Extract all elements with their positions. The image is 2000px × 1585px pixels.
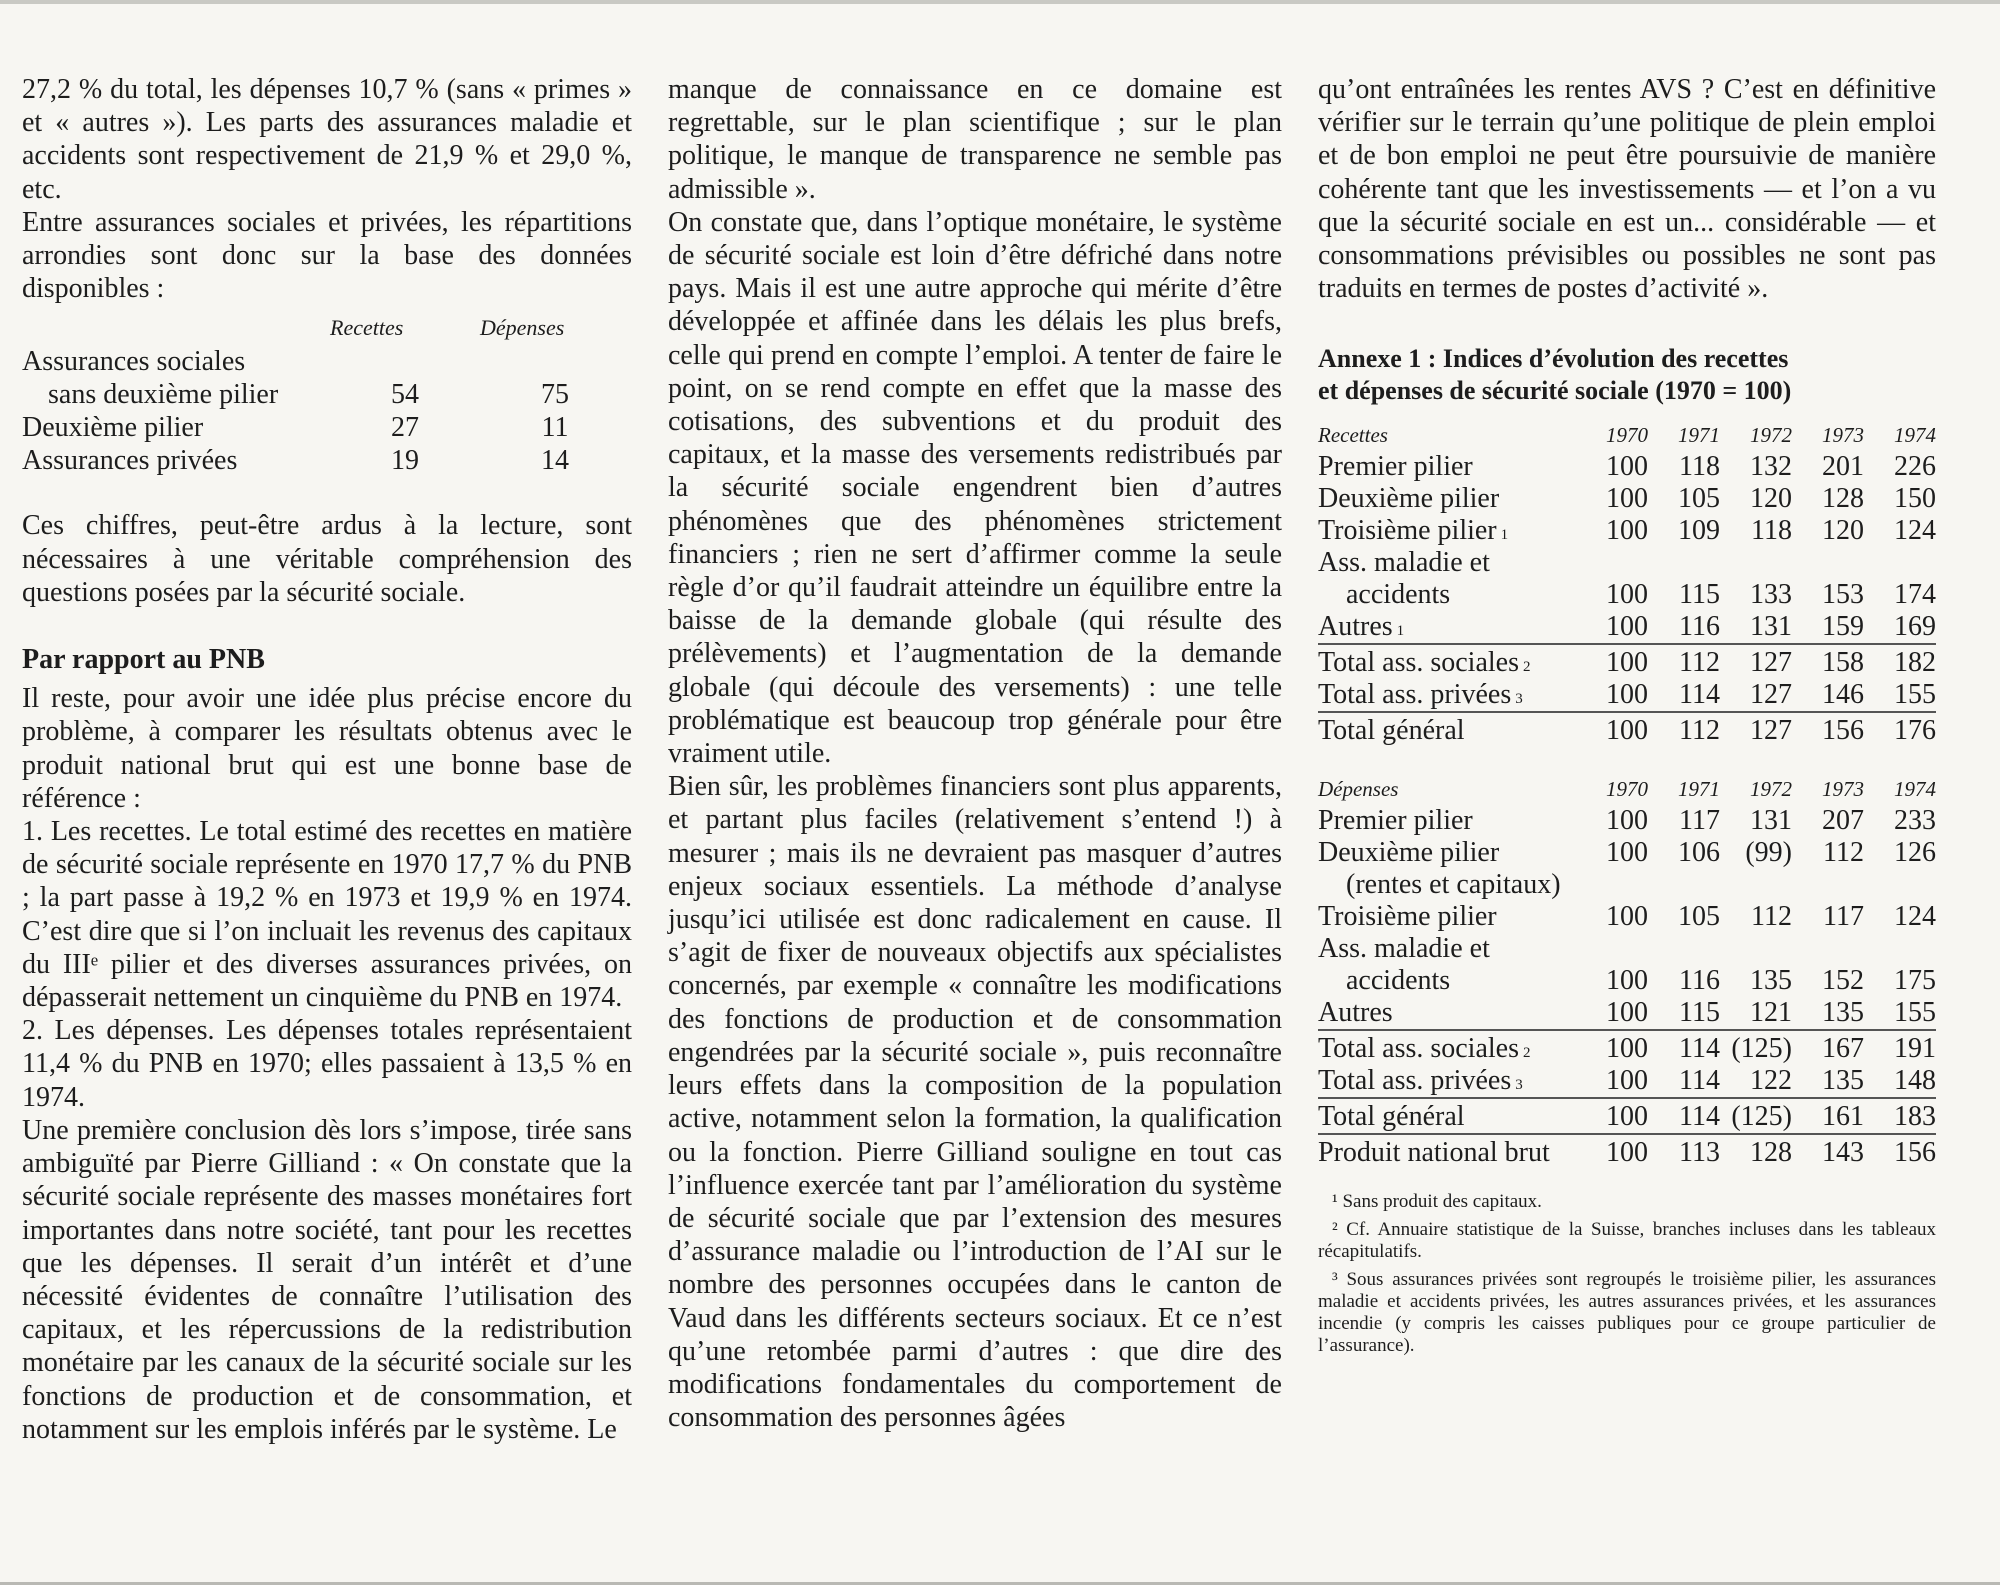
year-header: 1973 xyxy=(1822,777,1864,802)
table-cell: 131 xyxy=(1750,805,1792,837)
footnotes xyxy=(1318,1191,1936,1357)
table-row xyxy=(1318,1065,1936,1098)
year-header: 1970 xyxy=(1606,423,1648,448)
row-label: Ass. maladie et xyxy=(1318,933,1490,965)
table-cell: 167 xyxy=(1792,1030,1864,1065)
table-cell: 176 xyxy=(1864,712,1936,747)
table-cell: 131 xyxy=(1750,611,1792,643)
table-cell: 100 xyxy=(1606,483,1648,515)
footnote-ref: 3 xyxy=(1515,691,1523,708)
table-cell: 159 xyxy=(1822,611,1864,643)
table-row: Deuxième pilier 27 11 xyxy=(22,412,569,444)
table-row xyxy=(1318,579,1936,611)
table-row xyxy=(1318,997,1936,1030)
footnote-ref: 2 xyxy=(1523,1045,1531,1062)
table-row xyxy=(1318,837,1936,869)
column-1 xyxy=(22,73,632,1446)
table-cell: (99) xyxy=(1745,837,1792,869)
row-label: accidents xyxy=(1346,579,1451,611)
table-cell: 112 xyxy=(1823,837,1864,869)
table-cell: 174 xyxy=(1894,579,1936,611)
table-row: sans deuxième pilier 54 75 xyxy=(48,378,569,410)
table-cell: 100 xyxy=(1576,1134,1648,1169)
table-cell xyxy=(1792,933,1864,965)
table-cell xyxy=(1864,547,1936,579)
table-cell: 132 xyxy=(1750,451,1792,483)
table-cell: 100 xyxy=(1576,644,1648,679)
year-header: 1974 xyxy=(1894,777,1936,802)
footnote-ref: 3 xyxy=(1515,1077,1523,1094)
table-cell: (125) xyxy=(1720,1098,1792,1134)
row-label: Premier pilier xyxy=(1318,451,1473,483)
table-row xyxy=(1318,515,1936,547)
table-cell xyxy=(1792,547,1864,579)
table-cell: 152 xyxy=(1822,965,1864,997)
row-label: Deuxième pilier xyxy=(1318,837,1500,869)
table-cell: 100 xyxy=(1576,712,1648,747)
table-cell: 155 xyxy=(1894,997,1936,1029)
year-header: 1971 xyxy=(1678,777,1720,802)
table-cell: 114 xyxy=(1679,1065,1720,1097)
paragraph: qu’ont entraînées les rentes AVS ? C’est en définitive vérifier sur le terrain qu’une politique de plein emploi et de bon emploi ne peut être poursuivie de manière cohérente tant que les investissements — et l’on a vu que la sécurité sociale en est un... considérable — et consommations prévisibles ou possibles ne sont pas traduits en termes de postes d’activité ». xyxy=(1318,74,1936,305)
table-cell: 100 xyxy=(1606,997,1648,1029)
table-cell xyxy=(1648,547,1720,579)
table-cell: 106 xyxy=(1678,837,1720,869)
footnote: ¹ Sans produit des capitaux. xyxy=(1332,1191,1542,1213)
table-cell: 135 xyxy=(1750,965,1792,997)
footnote-ref: 1 xyxy=(1500,527,1509,544)
table-cell xyxy=(1648,933,1720,965)
table-row xyxy=(1318,644,1936,679)
table-cell: 126 xyxy=(1894,837,1936,869)
table-cell: 114 xyxy=(1648,1098,1720,1134)
table-cell: 124 xyxy=(1894,515,1936,547)
table-cell: 191 xyxy=(1864,1030,1936,1065)
row-label: Troisième pilier xyxy=(1318,901,1497,933)
section-heading: Par rapport au PNB xyxy=(22,644,265,676)
table-cell: 158 xyxy=(1792,644,1864,679)
table-cell: 117 xyxy=(1823,901,1864,933)
table-row xyxy=(1318,1098,1936,1134)
table-row xyxy=(1318,679,1936,712)
year-header: 1971 xyxy=(1678,423,1720,448)
table-row xyxy=(1318,611,1936,644)
table-cell: 150 xyxy=(1894,483,1936,515)
table-cell: 161 xyxy=(1792,1098,1864,1134)
row-label: Premier pilier xyxy=(1318,805,1473,837)
table-cell: 122 xyxy=(1750,1065,1792,1097)
table-cell: 118 xyxy=(1679,451,1720,483)
table-cell: 153 xyxy=(1822,579,1864,611)
table-cell: 100 xyxy=(1606,1065,1648,1097)
column-3 xyxy=(1318,73,1936,1363)
table-cell: 100 xyxy=(1576,1098,1648,1134)
footnote-ref: 1 xyxy=(1396,623,1405,640)
table-cell: 116 xyxy=(1679,611,1720,643)
table-cell: 133 xyxy=(1750,579,1792,611)
table-row xyxy=(1318,451,1936,483)
table-cell: 120 xyxy=(1822,515,1864,547)
table-row: Assurances privées 19 14 xyxy=(22,445,569,477)
paragraph: Il reste, pour avoir une idée plus précise encore du problème, à comparer les résultats obtenus avec le produit national brut qui est une bonne base de référence : xyxy=(22,683,632,814)
row-label: Total ass. sociales $^2$ xyxy=(1318,1030,1576,1065)
table-cell: 109 xyxy=(1678,515,1720,547)
table-row xyxy=(1318,1030,1936,1065)
table-cell: 116 xyxy=(1679,965,1720,997)
table-row xyxy=(1318,483,1936,515)
depenses-table xyxy=(1318,773,1936,1169)
table-cell: 115 xyxy=(1679,997,1720,1029)
table-cell: 124 xyxy=(1894,901,1936,933)
table-cell: 155 xyxy=(1894,679,1936,711)
table-row xyxy=(1318,869,1936,901)
paragraph: 27,2 % du total, les dépenses 10,7 % (sans « primes » et « autres »). Les parts des assurances maladie et accidents sont respectivement de 21,9 % et 29,0 %, etc. xyxy=(22,74,632,205)
table-cell xyxy=(1576,933,1648,965)
table-cell: 100 xyxy=(1606,579,1648,611)
table-cell: 114 xyxy=(1679,679,1720,711)
recettes-table xyxy=(1318,419,1936,747)
split-header-recettes: Recettes xyxy=(330,315,404,341)
table-row xyxy=(1318,1134,1936,1169)
table-cell xyxy=(1720,933,1792,965)
depenses-header: Dépenses xyxy=(1318,777,1399,802)
table-cell: 120 xyxy=(1750,483,1792,515)
table-cell: 127 xyxy=(1750,679,1792,711)
table-cell: 146 xyxy=(1822,679,1864,711)
table-cell: 128 xyxy=(1822,483,1864,515)
year-header: 1973 xyxy=(1822,423,1864,448)
paragraph: manque de connaissance en ce domaine est regrettable, sur le plan scientifique ; sur le plan politique, le manque de transparence ne semble pas admissible ». xyxy=(668,74,1282,205)
table-cell: 207 xyxy=(1822,805,1864,837)
table-cell: 112 xyxy=(1751,901,1792,933)
paragraph: Une première conclusion dès lors s’impose, tirée sans ambiguïté par Pierre Gilliand : « On constate que la sécurité sociale représente des masses monétaires fort importantes dans notre société, tant pour les recettes que les dépenses. Il serait d’un intérêt et d’une nécessité évidentes de connaître l’utilisation des capitaux, et les répercussions de la redistribution monétaire par les canaux de la sécurité sociale sur les fonctions de production et de consommation, et notamment sur les emplois inférés par le système. Le xyxy=(22,1114,632,1445)
table-row xyxy=(1318,965,1936,997)
row-label: Total ass. sociales $^2$ xyxy=(1318,644,1576,679)
table-cell: 175 xyxy=(1894,965,1936,997)
table-cell: 112 xyxy=(1648,644,1720,679)
table-cell: 148 xyxy=(1894,1065,1936,1097)
paragraph: 2. Les dépenses. Les dépenses totales représentaient 11,4 % du PNB en 1970; elles passaient à 13,5 % en 1974. xyxy=(22,1015,632,1113)
row-label: Deuxième pilier xyxy=(1318,483,1500,515)
table-cell xyxy=(1864,933,1936,965)
table-cell: 135 xyxy=(1822,997,1864,1029)
table-cell: 114 xyxy=(1648,1030,1720,1065)
row-label: Total général xyxy=(1318,712,1576,747)
table-cell: 156 xyxy=(1864,1134,1936,1169)
footnote: ² Cf. Annuaire statistique de la Suisse, branches incluses dans les tableaux récapitulatifs. xyxy=(1318,1219,1936,1263)
top-rule xyxy=(0,0,2000,4)
table-cell: 100 xyxy=(1606,901,1648,933)
table-cell: 127 xyxy=(1720,644,1792,679)
row-label: Total ass. privées $^3$ xyxy=(1318,679,1523,711)
table-cell: 100 xyxy=(1576,1030,1648,1065)
table-cell: 233 xyxy=(1894,805,1936,837)
row-label: Ass. maladie et xyxy=(1318,547,1490,579)
paragraph: Bien sûr, les problèmes financiers sont plus apparents, et partant plus faciles (relativement s’entend !) à mesurer ; mais ils ne devraient pas masquer d’autres enjeux sociaux essentiels. La méthode d’analyse jusqu’ici utilisée est donc radicalement en cause. Il s’agit de fixer de nouveaux objectifs aux spécialistes concernés, par exemple « connaître les modifications des fonctions de production et de consommation engendrées par la sécurité sociale », puis reconnaître leurs effets dans la composition de la population active, notamment selon la formation, la qualification ou la fonction. Pierre Gilliand souligne en tout cas l’influence exercée tant par l’amélioration du système de sécurité sociale que par l’extension des mesures d’assurance maladie ou l’introduction de l’AI sur le nombre des personnes occupées dans le canton de Vaud dans les différents secteurs sociaux. Et ce n’est qu’une retombée parmi d’autres : que dire des modifications fondamentales du comportement de consommation des personnes âgées xyxy=(668,771,1282,1434)
table-cell: 117 xyxy=(1679,805,1720,837)
table-cell: 143 xyxy=(1792,1134,1864,1169)
annex-title: Annexe 1 : Indices d’évolution des recettes et dépenses de sécurité sociale (1970 = 100) xyxy=(1318,344,1792,406)
footnote-ref: 2 xyxy=(1523,659,1531,676)
table-cell: 115 xyxy=(1679,579,1720,611)
table-cell: 100 xyxy=(1606,965,1648,997)
table-row xyxy=(1318,933,1936,965)
paragraph: Entre assurances sociales et privées, les répartitions arrondies sont donc sur la base des données disponibles : xyxy=(22,206,632,305)
table-row xyxy=(1318,901,1936,933)
table-row: Assurances sociales xyxy=(22,345,246,377)
table-row xyxy=(1318,547,1936,579)
table-cell: 182 xyxy=(1864,644,1936,679)
table-cell: 105 xyxy=(1678,901,1720,933)
paragraph: Ces chiffres, peut-être ardus à la lecture, sont nécessaires à une véritable compréhension des questions posées par la sécurité sociale. xyxy=(22,510,632,608)
table-cell: 169 xyxy=(1894,611,1936,643)
table-row xyxy=(1318,805,1936,837)
table-cell: 118 xyxy=(1751,515,1792,547)
paragraph: On constate que, dans l’optique monétaire, le système de sécurité sociale est loin d’être défriché dans notre pays. Mais il est une autre approche qui mérite d’être développée et affinée dans les délais les plus brefs, celle qui prend en compte l’emploi. A tenter de faire le point, on se rend compte en effet que la masse des cotisations, des subventions et du produit des capitaux, et la masse des versements redistribués par la sécurité sociale engendrent bien d’autres phénomènes que des phénomènes strictement financiers ; rien ne sert d’affirmer comme la seule règle d’or qu’il faudrait atteindre un équilibre entre la baisse de la demande globale (qui résulte des prélèvements) et l’augmentation de la demande globale (qui découle des versements) : une telle problématique est beaucoup trop générale pour être vraiment utile. xyxy=(668,206,1282,770)
row-label: Produit national brut xyxy=(1318,1134,1576,1169)
table-cell: 121 xyxy=(1750,997,1792,1029)
table-cell xyxy=(1720,547,1792,579)
table-cell: 127 xyxy=(1720,712,1792,747)
row-label: Autres $^1$ xyxy=(1318,611,1405,643)
row-label: Autres xyxy=(1318,997,1393,1029)
row-label: Troisième pilier $^1$ xyxy=(1318,515,1509,547)
table-cell: 100 xyxy=(1606,515,1648,547)
row-label: (rentes et capitaux) xyxy=(1346,869,1561,901)
column-2 xyxy=(668,73,1282,1434)
row-label: accidents xyxy=(1346,965,1451,997)
table-cell: 100 xyxy=(1606,805,1648,837)
split-table xyxy=(22,311,630,477)
table-cell: 113 xyxy=(1648,1134,1720,1169)
paragraph: 1. Les recettes. Le total estimé des recettes en matière de sécurité sociale représente en 1970 17,7 % du PNB ; la part passe à 19,2 % en 1973 et 19,9 % en 1974. C’est dire que si l’on incluait les revenus des capitaux du IIIᵉ pilier et des diverses assurances privées, on dépasserait nettement un cinquième du PNB en 1974. xyxy=(22,816,632,1014)
year-header: 1972 xyxy=(1750,423,1792,448)
footnote: ³ Sous assurances privées sont regroupés le troisième pilier, les assurances maladie et accidents privées, les autres assurances privées, et les assurances incendie (y compris les caisses publiques pour ce groupe particulier de l’assurance). xyxy=(1318,1269,1936,1357)
year-header: 1970 xyxy=(1606,777,1648,802)
row-label: Total ass. privées $^3$ xyxy=(1318,1065,1523,1097)
table-cell: 112 xyxy=(1648,712,1720,747)
table-cell xyxy=(1576,547,1648,579)
table-row xyxy=(1318,712,1936,747)
table-cell: 156 xyxy=(1792,712,1864,747)
table-cell: 201 xyxy=(1822,451,1864,483)
table-cell: 100 xyxy=(1606,611,1648,643)
table-cell: 128 xyxy=(1720,1134,1792,1169)
year-header: 1972 xyxy=(1750,777,1792,802)
table-cell: 100 xyxy=(1606,679,1648,711)
row-label: Total général xyxy=(1318,1098,1576,1134)
table-cell: 100 xyxy=(1606,451,1648,483)
year-header: 1974 xyxy=(1894,423,1936,448)
table-cell: 183 xyxy=(1864,1098,1936,1134)
table-cell: (125) xyxy=(1720,1030,1792,1065)
table-cell: 135 xyxy=(1822,1065,1864,1097)
recettes-header: Recettes xyxy=(1318,423,1388,448)
table-cell: 226 xyxy=(1894,451,1936,483)
table-cell: 105 xyxy=(1678,483,1720,515)
split-header-depenses: Dépenses xyxy=(480,315,565,341)
table-cell: 100 xyxy=(1606,837,1648,869)
